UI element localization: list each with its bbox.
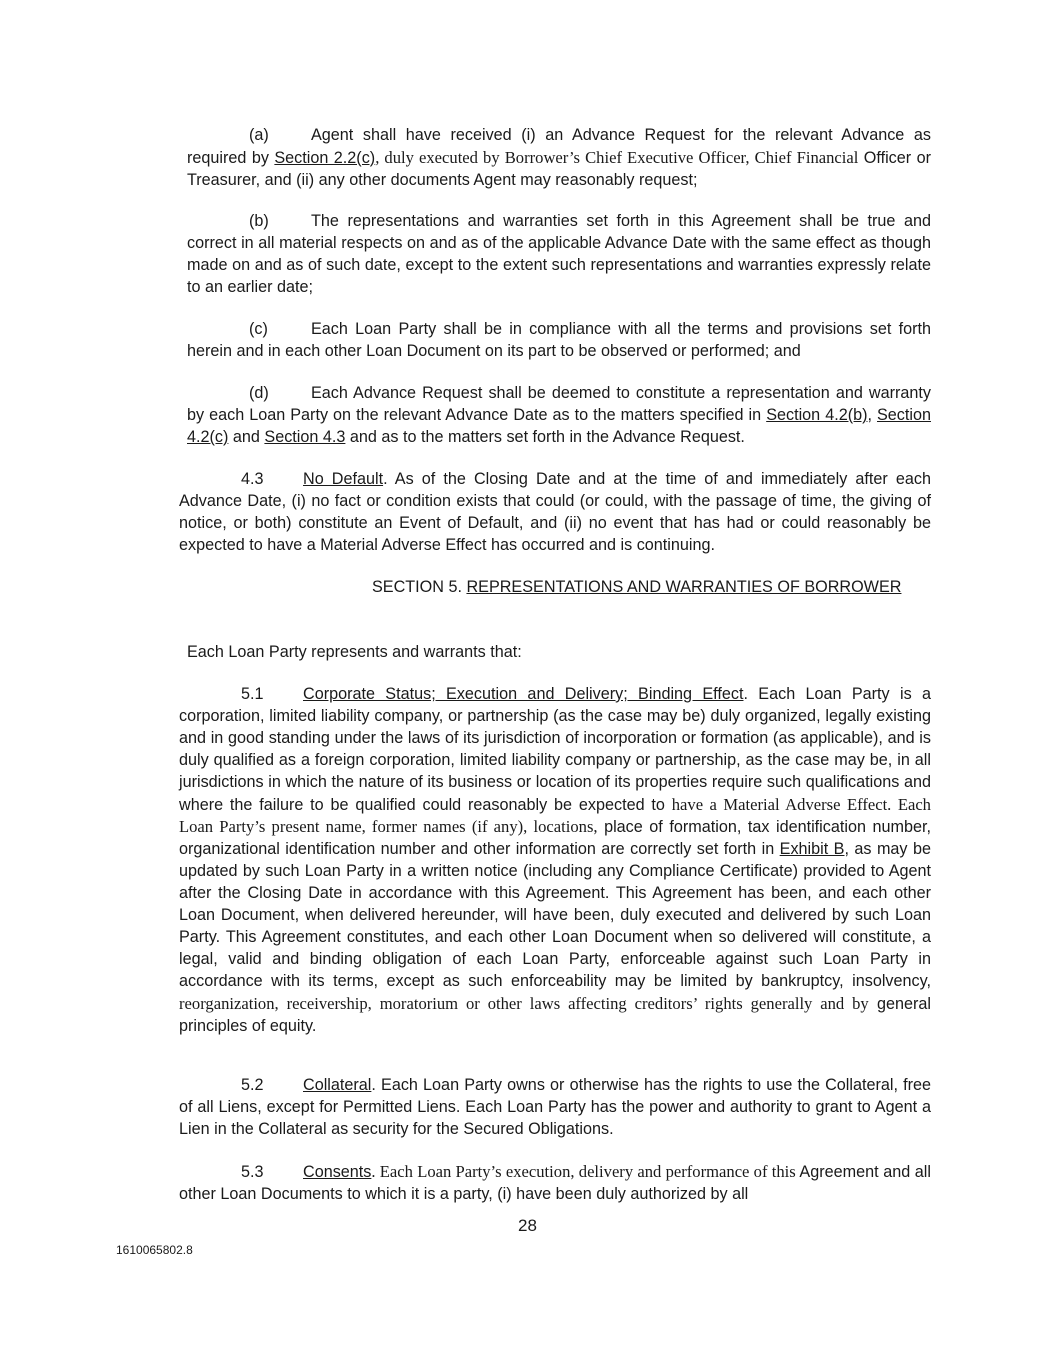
exhibit-link[interactable]: Exhibit B <box>779 840 845 859</box>
section-number: 4.3 <box>241 470 264 488</box>
heading-title: REPRESENTATIONS AND WARRANTIES OF BORROWER <box>466 578 902 596</box>
section-title: Corporate Status; Execution and Delivery; Binding Effect <box>303 685 744 703</box>
section-number: 5.1 <box>241 685 264 703</box>
page-number: 28 <box>518 1216 537 1235</box>
document-id: 1610065802.8 <box>116 1243 193 1257</box>
clause-text: Officer or Treasurer, and (ii) any other documents Agent may reasonably request; <box>187 148 932 189</box>
section-link[interactable]: Section 4.2(b) <box>766 405 868 424</box>
separator-text: and <box>228 427 265 446</box>
clause-a <box>187 125 931 192</box>
section-link[interactable]: Section 4.2(c) <box>187 405 931 446</box>
section-4-3 <box>179 469 931 557</box>
clause-text: Each Loan Party shall be in compliance with all the terms and provisions set forth herein and in each other Loan Document on its part to be observed or performed; and <box>187 320 931 360</box>
section-text: , as may be updated by such Loan Party in a written notice (including any Compliance Certificate) provided to Agent after the Closing Date in accordance with this Agreement. This Agreement has been, and each other Loan Document, when delivered hereunder, will have been, duly executed and delivered by such Loan Party. This Agreement constitutes, and each other Loan Document when so delivered will constitute, a legal, valid and binding obligation of each Loan Party, enforceable against such Loan Party in accordance with its terms, except as such enforceability may be limited by bankruptcy, insolvency, <box>179 840 931 990</box>
section-number: 5.2 <box>241 1076 264 1094</box>
section-text: general principles of equity. <box>179 994 931 1035</box>
section-5-heading <box>372 577 932 599</box>
section-text-serif: have a Material Adverse Effect. Each Loan Party’s present name, former names (if any), locations, <box>179 794 931 837</box>
clause-label: (c) <box>249 320 268 338</box>
clause-b <box>187 211 931 299</box>
clause-c <box>187 319 931 363</box>
section-number: 5.3 <box>241 1163 264 1181</box>
section-text: . Each Loan Party is a corporation, limited liability company, or partnership (as the case may be) duly organized, legally existing and in good standing under the laws of its jurisdiction of incorporation or formation (as applicable), and is duly qualified as a foreign corporation, limited liability company or partnership, as the case may be, in all jurisdictions in which the nature of its business or location of its properties require such qualifications and where the failure to be qualified could reasonably be expected to <box>179 685 931 814</box>
section-text-serif: . Each Loan Party’s execution, delivery and performance of this <box>371 1162 796 1181</box>
clause-text: and as to the matters set forth in the Advance Request. <box>345 427 745 446</box>
clause-text: Agent shall have received (i) an Advance Request for the relevant Advance as required by <box>187 126 931 167</box>
separator-text: , <box>867 405 877 424</box>
section-link[interactable]: Section 4.3 <box>264 427 346 446</box>
section-text: place of formation, tax identification number, organizational identification number and other information are correctly set forth in <box>179 818 931 859</box>
heading-prefix: SECTION 5. <box>372 578 467 596</box>
section-text: Agreement and all other Loan Documents to which it is a party, (i) have been duly authorized by all <box>179 1163 931 1203</box>
section-text: . Each Loan Party owns or otherwise has the rights to use the Collateral, free of all Liens, except for Permitted Liens. Each Loan Party has the power and authority to grant to Agent a Lien in the Collateral as security for the Secured Obligations. <box>179 1076 931 1138</box>
section-5-1 <box>179 684 931 1038</box>
clause-text: The representations and warranties set forth in this Agreement shall be true and correct in all material respects on and as of the applicable Advance Date with the same effect as though made on and as of such date, except to the extent such representations and warranties expressly relate to an earlier date; <box>187 212 931 296</box>
clause-label: (d) <box>249 384 269 402</box>
clause-text: Each Advance Request shall be deemed to constitute a representation and warranty by each Loan Party on the relevant Advance Date as to the matters specified in <box>187 384 931 424</box>
clause-d <box>187 383 931 449</box>
section-title: No Default <box>303 470 384 488</box>
section-text-serif: reorganization, receivership, moratorium or other laws affecting creditors’ rights generally and by <box>179 993 869 1013</box>
section-title: Collateral <box>303 1076 372 1094</box>
section-link[interactable]: Section 2.2(c) <box>274 148 376 167</box>
clause-text-serif: , duly executed by Borrower’s Chief Executive Officer, Chief Financial <box>375 147 859 167</box>
section-text: . As of the Closing Date and at the time of and immediately after each Advance Date, (i) no fact or condition exists that could (or could, with the passage of time, the giving of notice, or both) constitute an Event of Default, and (ii) no event that has had or could reasonably be expected to have a Material Adverse Effect has occurred and is continuing. <box>179 470 931 554</box>
section-5-3 <box>179 1161 931 1206</box>
clause-label: (b) <box>249 212 269 230</box>
section-title: Consents <box>303 1163 372 1181</box>
section-5-2 <box>179 1075 931 1141</box>
clause-label: (a) <box>249 126 269 144</box>
intro-text: Each Loan Party represents and warrants that: <box>187 643 522 661</box>
